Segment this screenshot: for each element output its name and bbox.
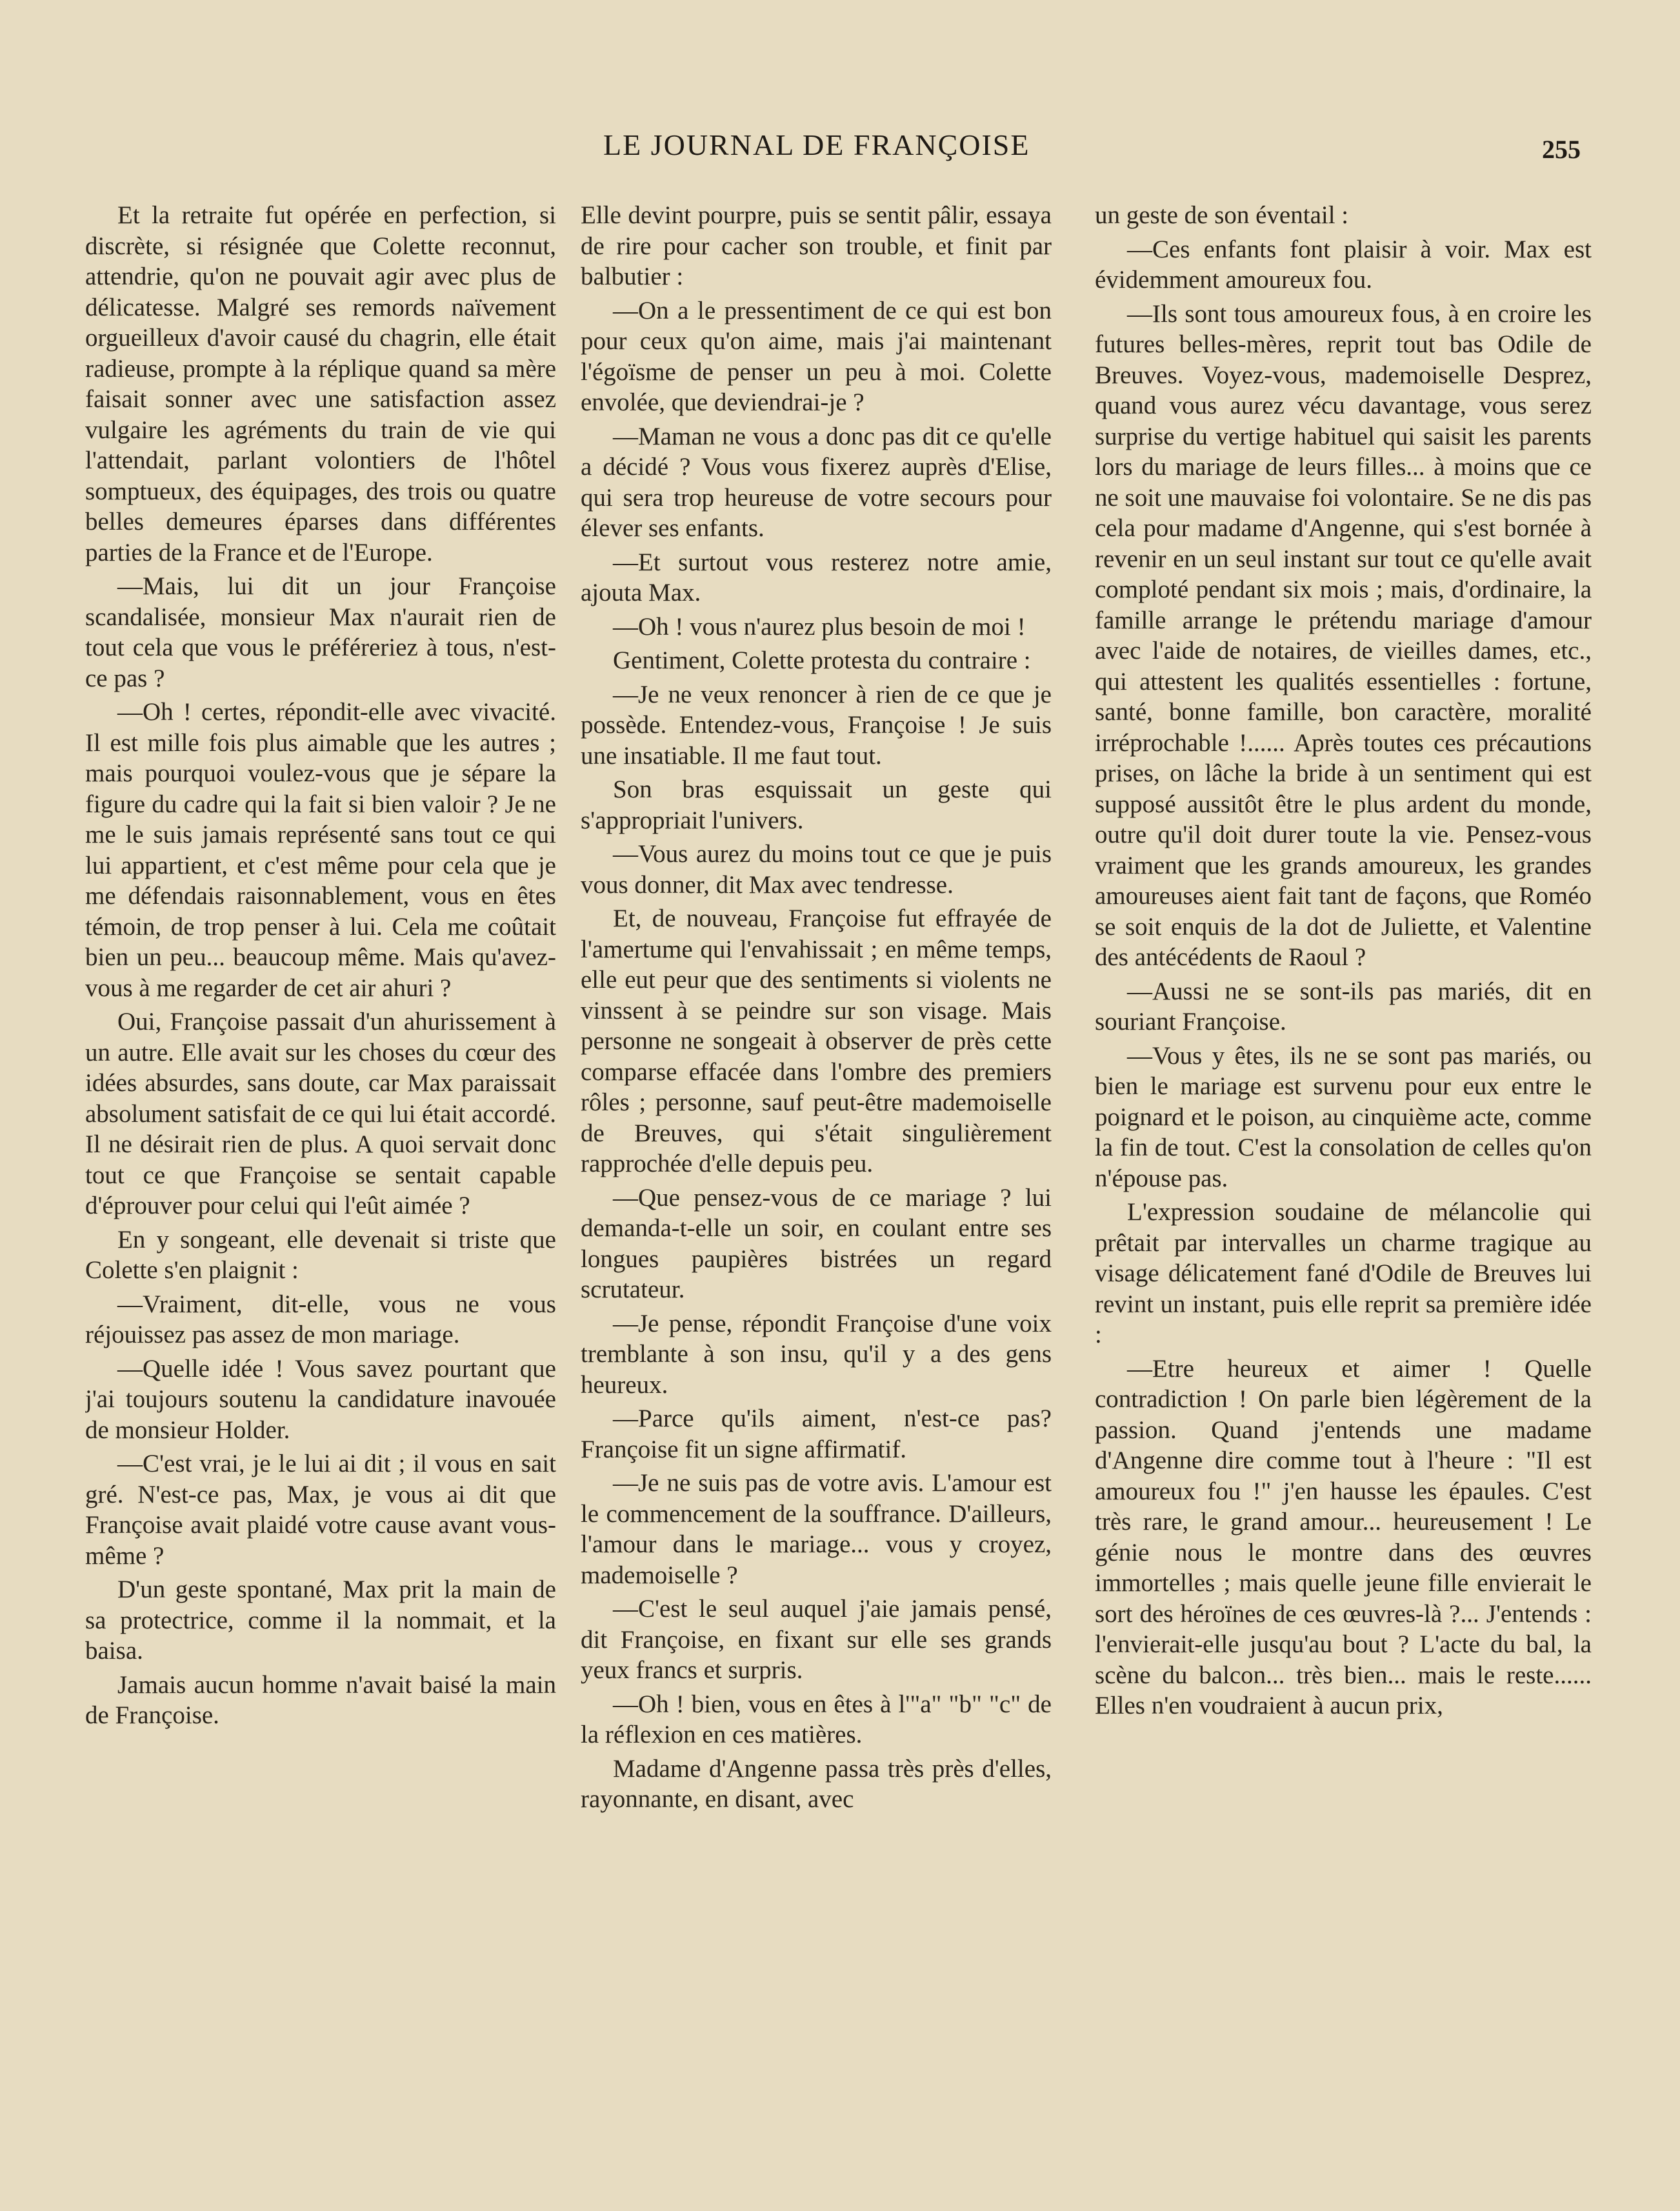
- paragraph: —Vraiment, dit-elle, vous ne vous réjouissez pas assez de mon mariage.: [85, 1290, 556, 1348]
- text-column-1: [85, 200, 556, 2168]
- paragraph: —Je ne veux renoncer à rien de ce que je possède. Entendez-vous, Françoise ! Je suis une insatiable. Il me faut tout.: [581, 680, 1052, 770]
- paragraph: —Parce qu'ils aiment, n'est-ce pas? Françoise fit un signe affirmatif.: [581, 1405, 1052, 1463]
- paragraph: Gentiment, Colette protesta du contraire :: [613, 646, 1031, 674]
- paragraph: —On a le pressentiment de ce qui est bon pour ceux qu'on aime, mais j'ai maintenant l'égoïsme de penser un peu à moi. Colette envolée, que deviendrai-je ?: [581, 296, 1052, 416]
- paragraph: —Aussi ne se sont-ils pas mariés, dit en souriant Françoise.: [1095, 977, 1592, 1035]
- paragraph: —Quelle idée ! Vous savez pourtant que j'ai toujours soutenu la candidature inavouée de monsieur Holder.: [85, 1354, 556, 1444]
- paragraph: —C'est le seul auquel j'aie jamais pensé, dit Françoise, en fixant sur elle ses grands yeux francs et surpris.: [581, 1595, 1052, 1684]
- paragraph: —Etre heureux et aimer ! Quelle contradiction ! On parle bien légèrement de la passion. Quand j'entends une madame d'Angenne dire comme tout à l'heure : "Il est amoureux fou !" j'en hausse les épaules. C'est très rare, le grand amour... heureusement ! Le génie nous le montre dans des œuvres immortelles ; mais quelle jeune fille envierait le sort des héroïnes de ces œuvres-là ?... J'entends : l'envierait-elle jusqu'au bout ? L'acte du bal, la scène du balcon... très bien... mais le reste...... Elles n'en voudraient à aucun prix,: [1095, 1354, 1592, 1719]
- text-column-3: [1095, 200, 1592, 2168]
- paragraph: —Oh ! bien, vous en êtes à l'"a" "b" "c" de la réflexion en ces matières.: [581, 1690, 1052, 1748]
- paragraph: —Maman ne vous a donc pas dit ce qu'elle a décidé ? Vous vous fixerez auprès d'Elise, qui sera trop heureuse de votre secours pour élever ses enfants.: [581, 422, 1052, 542]
- paragraph: —Et surtout vous resterez notre amie, ajouta Max.: [581, 548, 1052, 606]
- paragraph: —Vous y êtes, ils ne se sont pas mariés, ou bien le mariage est survenu pour eux entre le poignard et le poison, au cinquième acte, comme la fin de tout. C'est la consolation de celles qu'on n'épouse pas.: [1095, 1041, 1592, 1192]
- paragraph: D'un geste spontané, Max prit la main de sa protectrice, comme il la nommait, et la baisa.: [85, 1576, 556, 1665]
- page-number: 255: [1542, 135, 1581, 164]
- paragraph: —Oh ! vous n'aurez plus besoin de moi !: [613, 612, 1026, 641]
- running-title: LE JOURNAL DE FRANÇOISE: [603, 128, 1030, 161]
- paragraph: Et la retraite fut opérée en perfection, si discrète, si résignée que Colette reconnut, attendrie, qu'on ne pouvait agir avec plus de délicatesse. Malgré ses remords naïvement orgueilleux d'avoir causé du chagrin, elle était radieuse, prompte à la réplique quand sa mère faisait sonner avec une satisfaction assez vulgaire les agréments du train de vie qui l'attendait, parlant volontiers de l'hôtel somptueux, des équipages, des trois ou quatre belles demeures éparses dans différentes parties de la France et de l'Europe.: [85, 201, 556, 566]
- paragraph: —Ils sont tous amoureux fous, à en croire les futures belles-mères, reprit tout bas Odile de Breuves. Voyez-vous, mademoiselle Desprez, quand vous aurez vécu davantage, vous serez surprise du vertige habituel qui saisit les parents lors du mariage de leurs filles... à moins que ce ne soit une mauvaise foi volontaire. Se ne dis pas cela pour madame d'Angenne, qui s'est bornée à revenir en un seul instant sur tout ce qu'elle avait comploté pendant six mois ; mais, d'ordinaire, la famille arrange le prétendu mariage d'amour avec l'aide de notaires, de vieilles dames, etc., qui attestent les qualités essentielles : fortune, santé, bonne famille, bon caractère, moralité irréprochable !...... Après toutes ces précautions prises, on lâche la bride à un sentiment qui est supposé aussitôt être le plus ardent du monde, outre qu'il doit durer toute la vie. Pensez-vous vraiment que les grands amoureux, les grandes amoureuses aient fait tant de façons, que Roméo se soit enquis de la dot de Juliette, et Valentine des antécédents de Raoul ?: [1095, 299, 1592, 971]
- paragraph: L'expression soudaine de mélancolie qui prêtait par intervalles un charme tragique au visage délicatement fané d'Odile de Breuves lui revint un instant, puis elle reprit sa première idée :: [1095, 1198, 1592, 1348]
- paragraph: un geste de son éventail :: [1095, 201, 1349, 229]
- paragraph: Et, de nouveau, Françoise fut effrayée de l'amertume qui l'envahissait ; en même temps, elle eut peur que des sentiments si violents ne vinssent à se peindre sur son visage. Mais personne ne songeait à observer de près cette comparse effacée dans l'ombre des premiers rôles ; personne, sauf peut-être mademoiselle de Breuves, qui s'était singulièrement rapprochée d'elle depuis peu.: [581, 905, 1052, 1177]
- text-column-2: [581, 200, 1052, 2168]
- paragraph: —Je ne suis pas de votre avis. L'amour est le commencement de la souffrance. D'ailleurs, l'amour dans le mariage... vous y croyez, mademoiselle ?: [581, 1469, 1052, 1589]
- paragraph: —C'est vrai, je le lui ai dit ; il vous en sait gré. N'est-ce pas, Max, je vous ai dit que Françoise avait plaidé votre cause avant vous-même ?: [85, 1450, 556, 1570]
- paragraph: —Ces enfants font plaisir à voir. Max est évidemment amoureux fou.: [1095, 235, 1592, 294]
- paragraph: En y songeant, elle devenait si triste que Colette s'en plaignit :: [85, 1225, 556, 1284]
- paragraph: —Je pense, répondit Françoise d'une voix tremblante à son insu, qu'il y a des gens heureux.: [581, 1309, 1052, 1399]
- paragraph: Jamais aucun homme n'avait baisé la main de Françoise.: [85, 1670, 556, 1729]
- paragraph: Oui, Françoise passait d'un ahurissement à un autre. Elle avait sur les choses du cœur des idées absurdes, sans doute, car Max paraissait absolument satisfait de ce qui lui était accordé. Il ne désirait rien de plus. A quoi servait donc tout ce que Françoise se sentait capable d'éprouver pour celui qui l'eût aimée ?: [85, 1008, 556, 1219]
- paragraph: —Mais, lui dit un jour Françoise scandalisée, monsieur Max n'aurait rien de tout cela que vous le préféreriez à tous, n'est-ce pas ?: [85, 572, 556, 692]
- paragraph: Madame d'Angenne passa très près d'elles, rayonnante, en disant, avec: [581, 1754, 1052, 1813]
- paragraph: —Que pensez-vous de ce mariage ? lui demanda-t-elle un soir, en coulant entre ses longues paupières bistrées un regard scrutateur.: [581, 1183, 1052, 1303]
- paragraph: —Vous aurez du moins tout ce que je puis vous donner, dit Max avec tendresse.: [581, 840, 1052, 899]
- paragraph: Elle devint pourpre, puis se sentit pâlir, essaya de rire pour cacher son trouble, et finit par balbutier :: [581, 201, 1052, 290]
- paragraph: Son bras esquissait un geste qui s'appropriait l'univers.: [581, 775, 1052, 834]
- paragraph: —Oh ! certes, répondit-elle avec vivacité. Il est mille fois plus aimable que les autres ; mais pourquoi voulez-vous que je sépare la figure du cadre qui la fait si bien valoir ? Je ne me le suis jamais représenté sans tout ce qui lui appartient, et c'est même pour cela que je me défendais raisonnablement, vous en êtes témoin, de trop penser à lui. Cela me coûtait bien un peu... beaucoup même. Mais qu'avez-vous à me regarder de cet air ahuri ?: [85, 698, 556, 1002]
